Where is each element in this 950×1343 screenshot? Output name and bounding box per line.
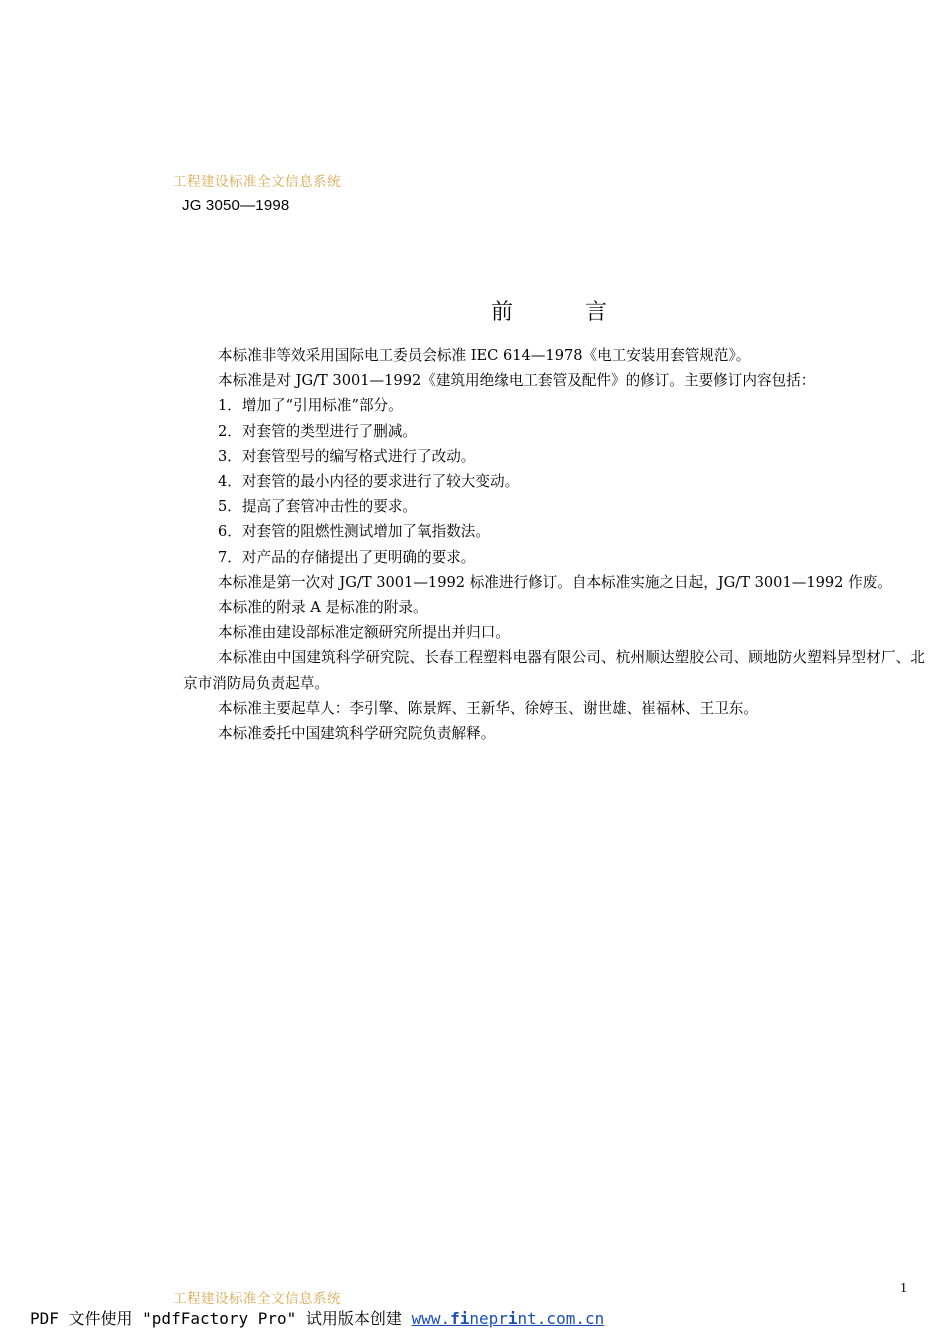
paragraph: 本标准是对 JG/T 3001—1992《建筑用绝缘电工套管及配件》的修订。主要修订内容包括： [218,372,816,390]
page-number: 1 [900,1281,907,1296]
page-title [0,295,950,326]
list-item: 1．增加了“引用标准”部分。 [218,397,403,415]
link-part: www. [411,1309,451,1328]
standard-code: JG 3050—1998 [182,197,290,214]
paragraph: 本标准由中国建筑科学研究院、长春工程塑料电器有限公司、杭州顺达塑胶公司、顾地防火塑料异型材厂、北京市消防局负责起草。 [183,649,925,692]
title-char-left: 前 [490,300,515,325]
list-item: 6．对套管的阻燃性测试增加了氧指数法。 [218,523,490,541]
foreword-body [183,343,925,746]
title-char-right: 言 [585,300,610,325]
paragraph: 本标准是第一次对 JG/T 3001—1992 标准进行修订。自本标准实施之日起，JG/T 3001—1992 作废。 [218,573,892,591]
link-part: i [507,1309,518,1328]
watermark-bottom: 工程建设标准全文信息系统 [173,1291,341,1307]
list-item: 7．对产品的存储提出了更明确的要求。 [218,548,476,566]
paragraph: 本标准的附录 A 是标准的附录。 [218,599,428,617]
link-part: nt.com.cn [517,1309,605,1328]
list-item: 4．对套管的最小内径的要求进行了较大变动。 [218,473,520,491]
paragraph: 本标准由建设部标准定额研究所提出并归口。 [218,624,510,642]
footer-text: PDF 文件使用 "pdfFactory Pro" 试用版本创建 [30,1309,412,1328]
list-item: 2．对套管的类型进行了删减。 [218,422,418,440]
list-item: 5．提高了套管冲击性的要求。 [218,498,418,516]
link-part: fi [450,1309,470,1328]
paragraph: 本标准非等效采用国际电工委员会标准 IEC 614—1978《电工安装用套管规范》。 [218,347,751,364]
pdf-footer [30,1306,604,1329]
footer-link[interactable] [412,1309,605,1328]
paragraph: 本标准委托中国建筑科学研究院负责解释。 [218,725,496,743]
watermark-top: 工程建设标准全文信息系统 [173,174,341,190]
link-part: nepr [469,1309,508,1328]
list-item: 3．对套管型号的编写格式进行了改动。 [218,447,476,465]
paragraph: 本标准主要起草人：李引擎、陈景辉、王新华、徐婷玉、谢世雄、崔福林、王卫东。 [218,699,758,717]
